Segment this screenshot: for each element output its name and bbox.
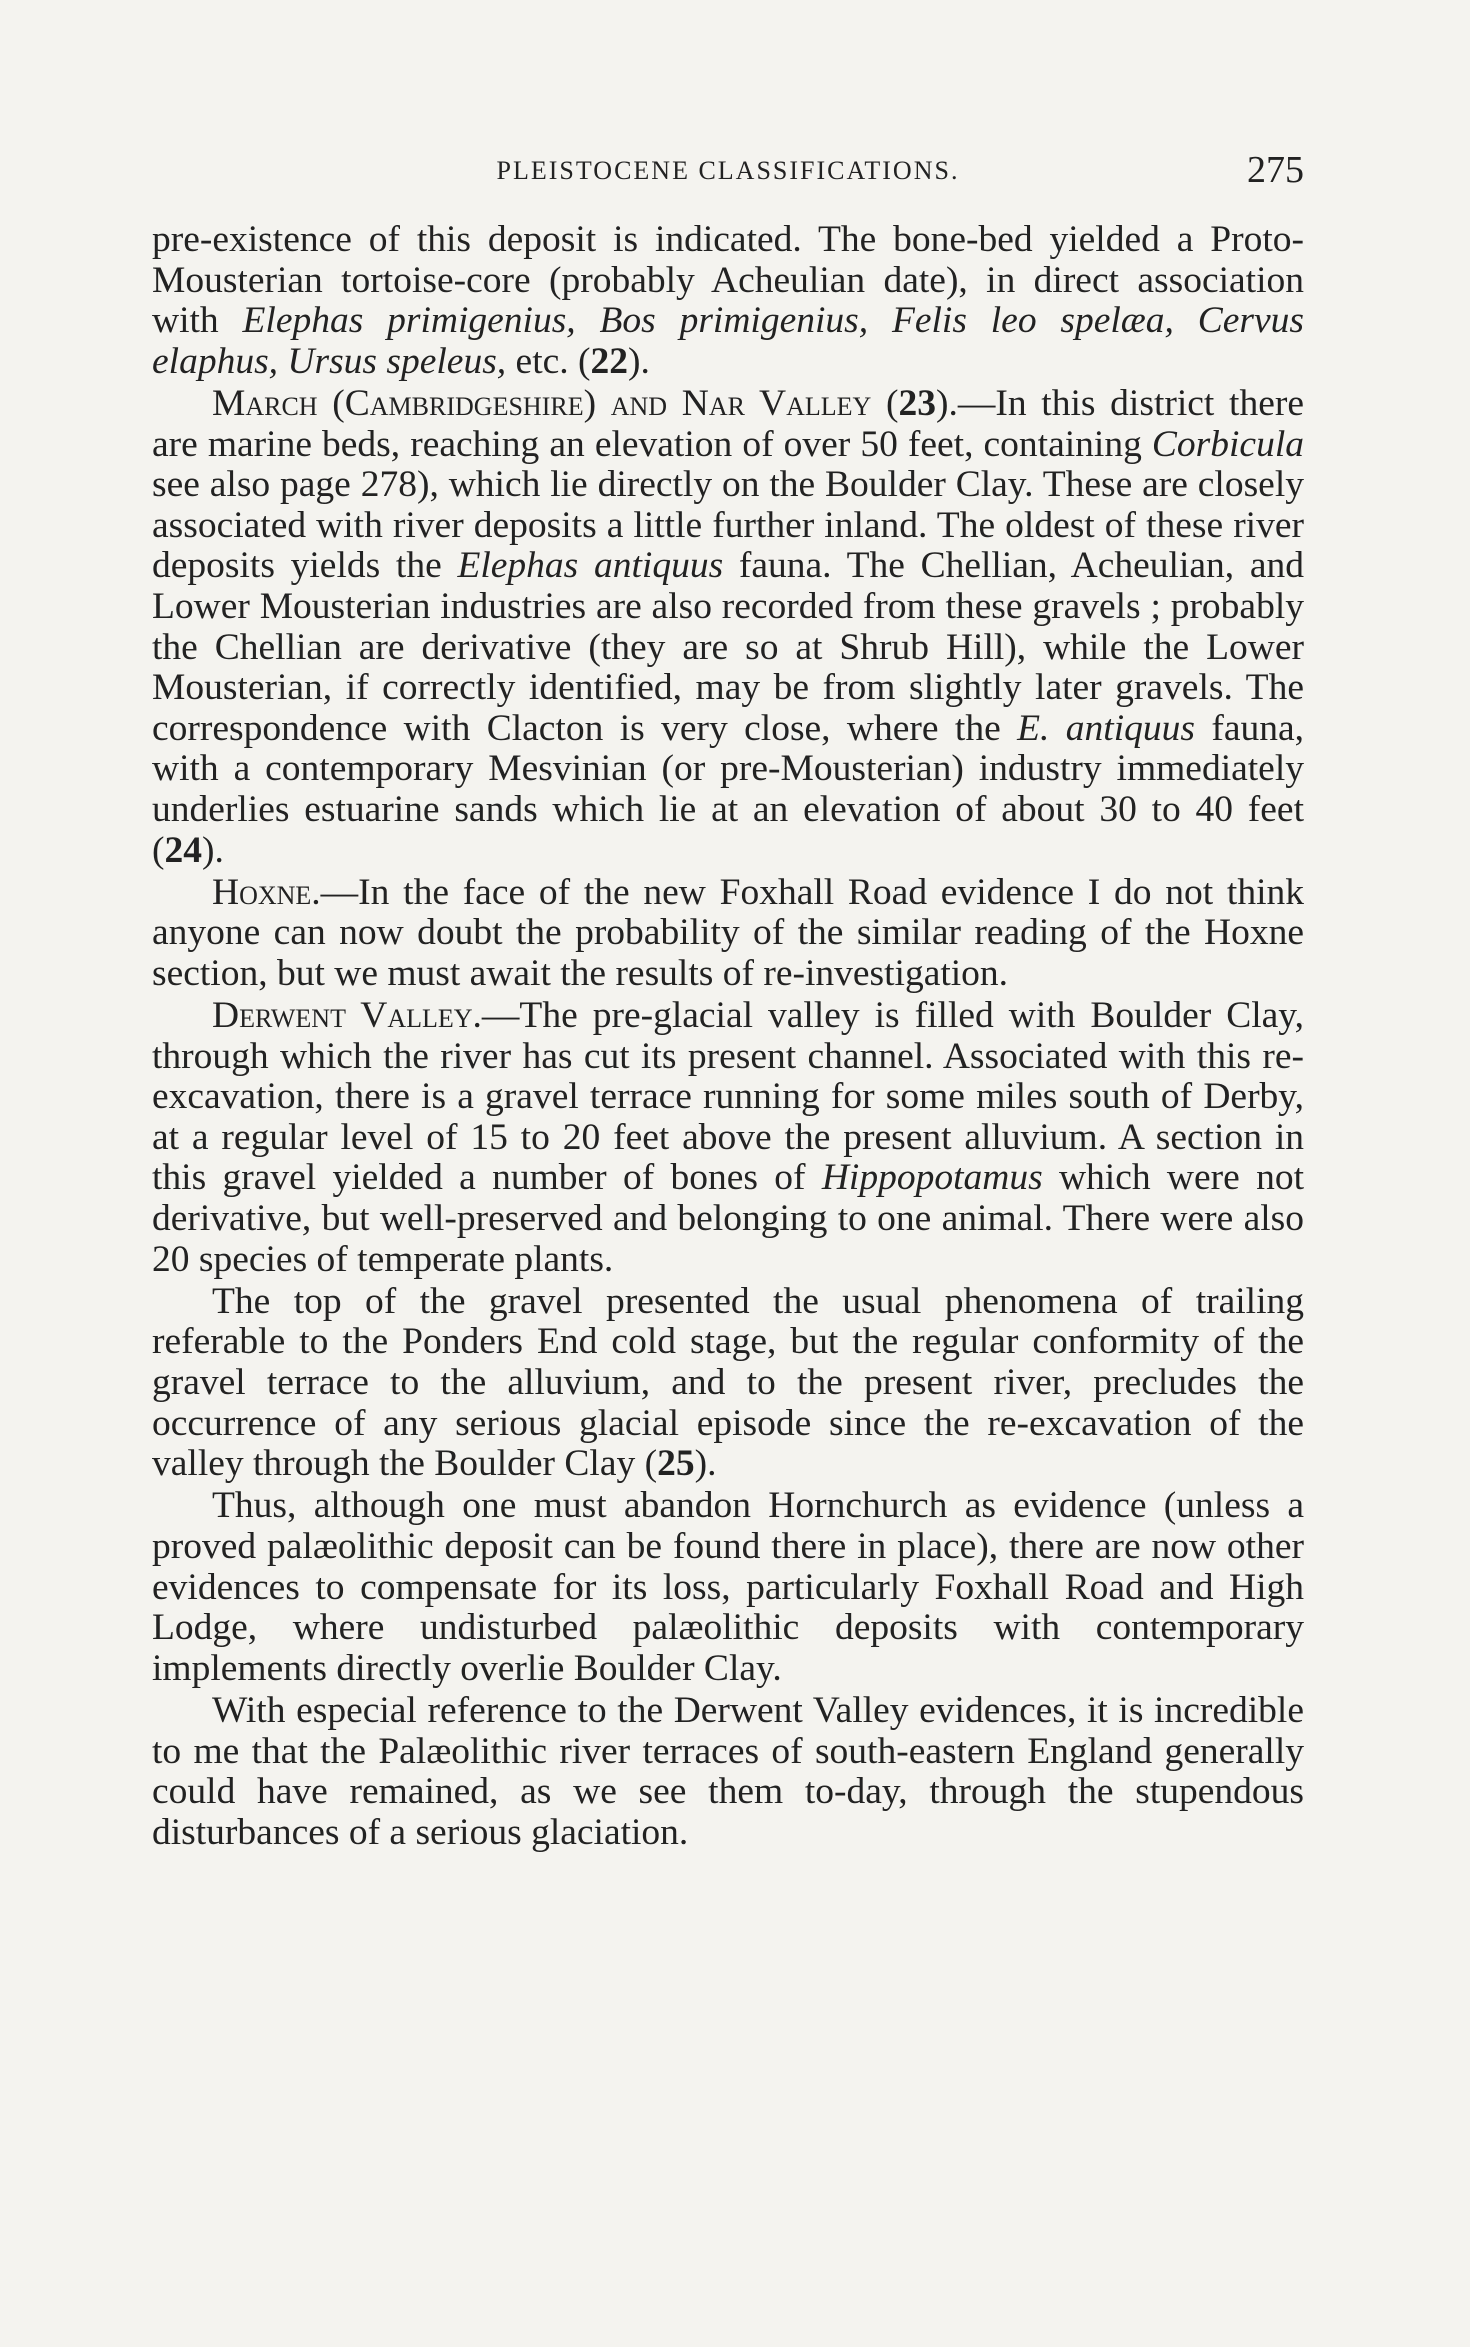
text-segment: Corbicula (1151, 423, 1304, 465)
section-heading: Hoxne (212, 871, 312, 913)
paragraph (152, 220, 1304, 382)
reference-number: 22 (590, 340, 628, 382)
text-segment: Hippopotamus (821, 1157, 1043, 1199)
text-segment: ( (871, 382, 899, 424)
text-segment: Thus, although one must abandon Hornchurch as evidence (unless a proved palæolithic deposit can be found there in place), there are now other evidences to compensate for its loss, particularly Foxhall Road and High Lodge, where undisturbed palæolithic deposits with contemporary implements directly overlie Boulder Clay. (152, 1485, 1304, 1689)
text-segment: ). (202, 829, 224, 871)
text-segment: ). (694, 1443, 717, 1485)
text-segment: E. antiquus (1017, 707, 1195, 749)
text-segment: see also page 278), which lie directly on the Boulder Clay. These are closely associated with river deposits a little further inland. The oldest of these river deposits yields the (152, 464, 1304, 587)
paragraph (152, 384, 1304, 871)
page-header (152, 148, 1304, 198)
text-segment: ).—In this district there are marine beds, reaching an elevation of over 50 feet, containing (152, 382, 1304, 465)
text-segment: The top of the gravel presented the usual phenomena of trailing referable to the Ponders End cold stage, but the regular conformity of the gravel terrace to the alluvium, and to the present river, precludes the occurrence of any serious glacial episode since the re-excavation of the valley through the Boulder Clay ( (152, 1280, 1304, 1485)
paragraph (152, 1691, 1304, 1853)
text-segment: which were not derivative, but well-preserved and belonging to one animal. There were also 20 species of temperate plants. (152, 1157, 1304, 1280)
text-segment: fauna. The Chellian, Acheulian, and Lower Mousterian industries are also recorded from these gravels ; probably the Chellian are derivative (they are so at Shrub Hill), while the Lower Mousterian, if correctly identified, may be from slightly later gravels. The correspondence with Clacton is very close, where the (152, 545, 1304, 749)
text-segment: pre-existence of this deposit is indicated. The bone-bed yielded a Proto-Mousterian tortoise-core (probably Acheulian date), in direct association with (152, 219, 1304, 342)
reference-number: 23 (898, 382, 936, 424)
text-segment: Elephas primigenius, Bos primigenius, Felis leo spelæa, Cervus elaphus, Ursus speleus, (152, 300, 1304, 382)
page-number: 275 (1247, 149, 1304, 191)
paragraph (152, 996, 1304, 1280)
running-title: PLEISTOCENE CLASSIFICATIONS. (496, 156, 960, 185)
text-segment: ). (628, 340, 650, 382)
body-text (152, 220, 1304, 1855)
section-heading: Derwent Valley (212, 995, 473, 1037)
section-heading: March (Cambridgeshire) and Nar Valley (212, 382, 872, 424)
text-segment: .—The pre-glacial valley is filled with Boulder Clay, through which the river has cut its present channel. Associated with this re-excavation, there is a gravel terrace running for some miles south of Derby, at a regular level of 15 to 20 feet above the present alluvium. A section in this gravel yielded a number of bones of (152, 995, 1304, 1199)
reference-number: 25 (657, 1443, 695, 1485)
text-segment: .—In the face of the new Foxhall Road evidence I do not think anyone can now doubt the probability of the similar reading of the Hoxne section, but we must await the results of re-investigation. (152, 871, 1304, 994)
paragraph (152, 1486, 1304, 1689)
paragraph (152, 1282, 1304, 1485)
text-segment: With especial reference to the Derwent Valley evidences, it is incredible to me that the Palæolithic river terraces of south-eastern England generally could have remained, as we see them to-day, through the stupendous disturbances of a serious glaciation. (152, 1689, 1304, 1853)
text-segment: fauna, with a contemporary Mesvinian (or pre-Mousterian) industry immediately underlies estuarine sands which lie at an elevation of about 30 to 40 feet ( (152, 707, 1304, 871)
text-segment: Elephas antiquus (457, 545, 724, 587)
paragraph (152, 873, 1304, 995)
text-segment: etc. ( (506, 340, 591, 382)
reference-number: 24 (164, 829, 202, 871)
